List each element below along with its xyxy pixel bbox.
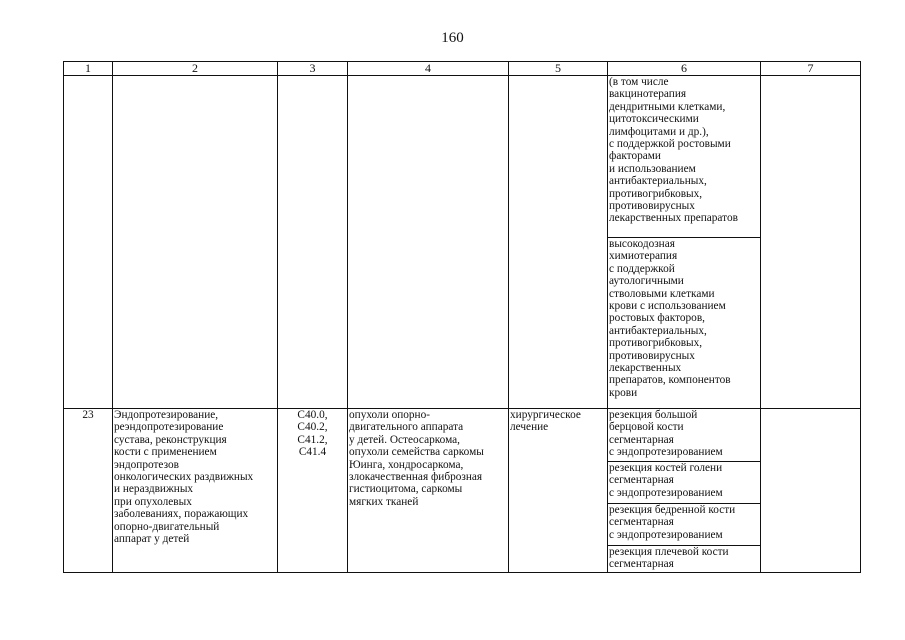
- procedures-table: [63, 61, 861, 573]
- icd-codes: C40.0, C40.2, C41.2, C41.4: [278, 409, 348, 573]
- method-item: высокодозная химиотерапия с поддержкой аутологичными стволовыми клетками крови с использованием ростовых факторов, антибактериальных, противогрибковых, противовирусных лекарственных препаратов, компонентов крови: [608, 237, 760, 408]
- cell-model: [348, 76, 509, 409]
- method-item: резекция костей голени сегментарная с эндопротезированием: [608, 461, 760, 503]
- technology-name: Эндопротезирование, реэндопротезирование сустава, реконструкция кости с применением эндопротезов онкологических раздвижных и нераздвижных при опухолевых заболеваниях, поражающих опорно-двигательный аппарат у детей: [113, 409, 278, 573]
- patient-model: опухоли опорно- двигательного аппарата у детей. Остеосаркома, опухоли семейства саркомы Юинга, хондросаркома, злокачественная фиброзная гистиоцитома, саркомы мягких тканей: [348, 409, 509, 573]
- method-item: резекция бедренной кости сегментарная с эндопротезированием: [608, 503, 760, 545]
- cell-number: [64, 76, 113, 409]
- method-item: резекция плечевой кости сегментарная: [608, 545, 760, 572]
- column-header-2: 2: [113, 62, 278, 76]
- page-number: 160: [441, 30, 464, 46]
- cell-methods: [608, 76, 761, 409]
- row-number: 23: [64, 409, 113, 573]
- column-header-row: [64, 62, 861, 76]
- column-header-1: 1: [64, 62, 113, 76]
- treatment-type: хирургическое лечение: [509, 409, 608, 573]
- cell-col7: [761, 409, 861, 573]
- cell-treatment: [509, 76, 608, 409]
- column-header-6: 6: [608, 62, 761, 76]
- column-header-5: 5: [509, 62, 608, 76]
- continued-row: [64, 76, 861, 409]
- table-row-23: [64, 409, 861, 573]
- column-header-3: 3: [278, 62, 348, 76]
- treatment-methods: [608, 409, 761, 573]
- cell-name: [113, 76, 278, 409]
- cell-col7: [761, 76, 861, 409]
- column-header-4: 4: [348, 62, 509, 76]
- method-item: (в том числе вакцинотерапия дендритными клетками, цитотоксическими лимфоцитами и др.), с поддержкой ростовыми факторами и использованием антибактериальных, противогрибковых, противовирусных лекарственных препаратов: [609, 76, 738, 225]
- cell-codes: [278, 76, 348, 409]
- column-header-7: 7: [761, 62, 861, 76]
- method-item: резекция большой берцовой кости сегментарная с эндопротезированием: [609, 409, 723, 459]
